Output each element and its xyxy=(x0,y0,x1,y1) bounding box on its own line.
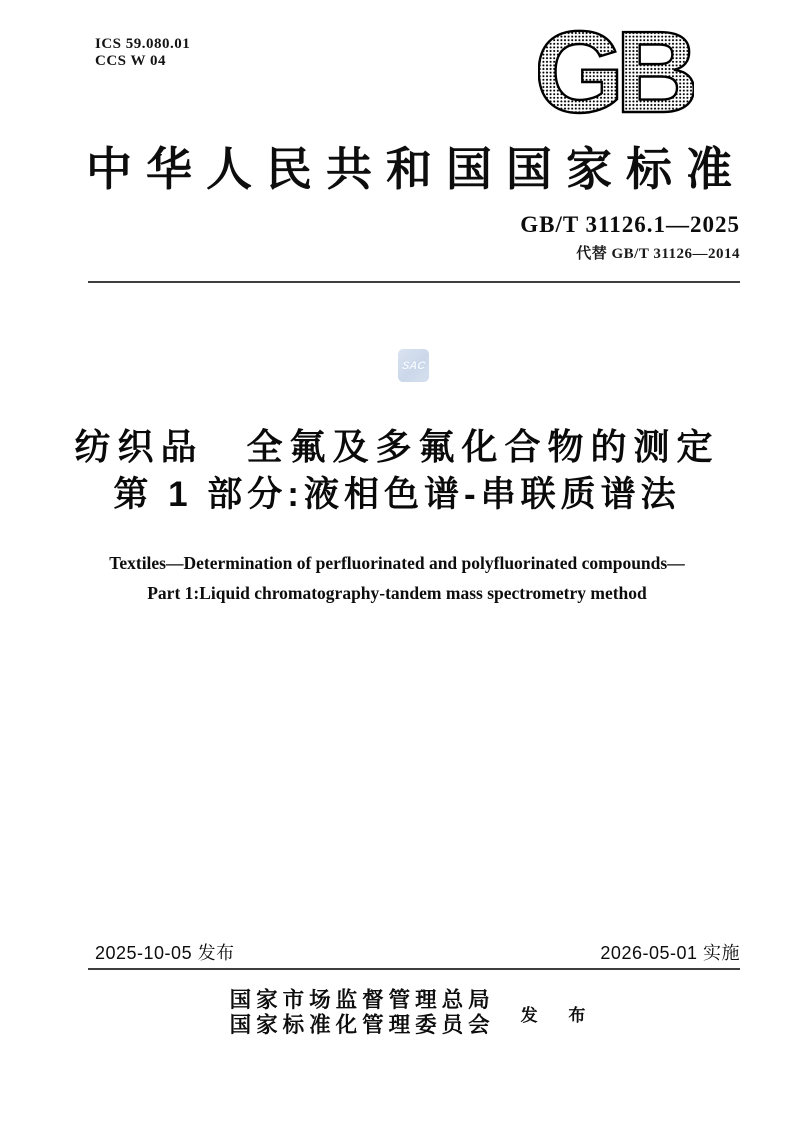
bottom-divider xyxy=(88,968,740,970)
issuing-bodies xyxy=(88,988,740,1037)
chinese-title xyxy=(71,424,723,517)
implementation-date: 2026-05-01 实施 xyxy=(600,943,740,963)
english-title xyxy=(71,548,723,608)
classification-codes xyxy=(95,36,190,70)
top-divider xyxy=(88,281,740,283)
issuer-line2: 国家标准化管理委员会 xyxy=(229,1012,495,1037)
sac-watermark-text: SAC xyxy=(401,359,426,372)
gb-logo xyxy=(538,24,694,118)
issue-date: 2025-10-05 发布 xyxy=(95,943,235,963)
standard-number-block xyxy=(520,212,740,263)
page-title: 中华人民共和国国家标准 xyxy=(86,144,746,195)
dates-row xyxy=(95,939,740,965)
chinese-title-line1: 纺织品 全氟及多氟化合物的测定 xyxy=(74,426,720,467)
ccs-code: CCS W 04 xyxy=(95,53,166,69)
english-title-line1: Textiles—Determination of perfluorinated and polyfluorinated compounds— xyxy=(109,553,685,573)
issuer-names xyxy=(230,988,495,1037)
english-title-line2: Part 1:Liquid chromatography-tandem mass spectrometry method xyxy=(147,583,647,603)
standard-number: GB/T 31126.1—2025 xyxy=(520,212,740,237)
publish-label: 发 布 xyxy=(520,1006,599,1025)
replaces-note: 代替 GB/T 31126—2014 xyxy=(576,246,740,262)
chinese-title-line2: 第 1 部分:液相色谱-串联质谱法 xyxy=(113,475,681,514)
ics-code: ICS 59.080.01 xyxy=(95,36,191,52)
gb-logo-text: GB xyxy=(538,24,690,118)
issuer-line1: 国家市场监督管理总局 xyxy=(229,988,495,1012)
sac-watermark xyxy=(398,349,429,382)
